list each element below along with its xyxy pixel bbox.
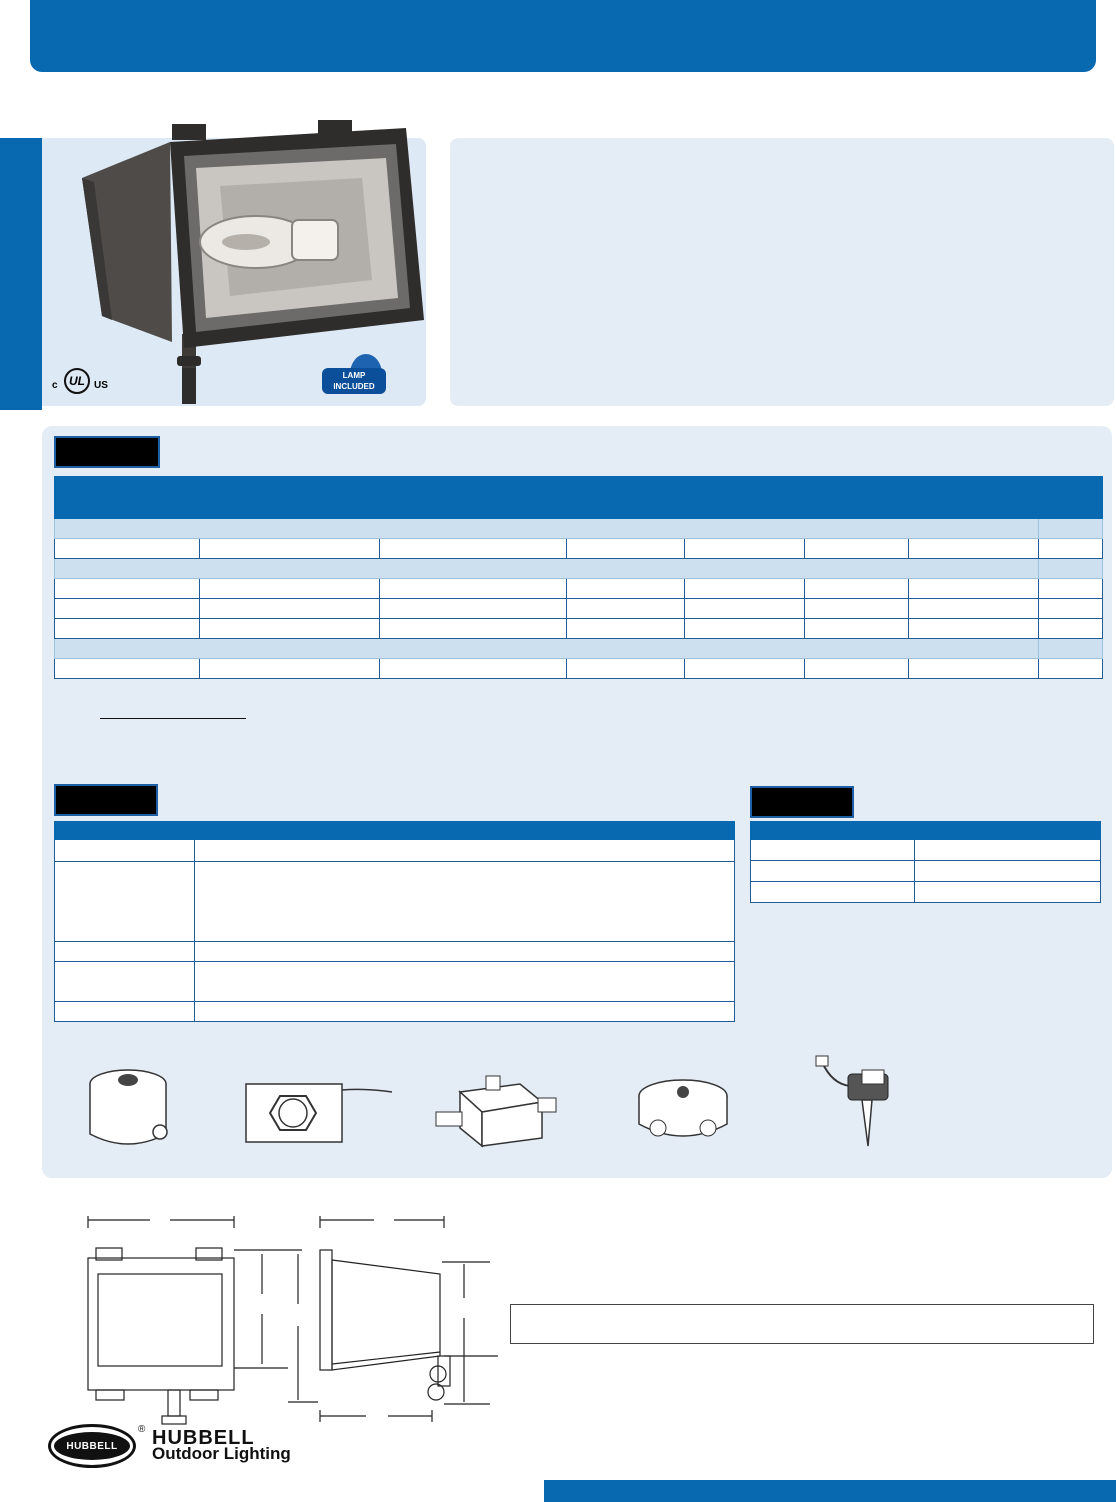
table-row [55, 579, 1103, 599]
col-header [1039, 477, 1103, 519]
ul-circle: UL [64, 368, 90, 394]
table-row [751, 882, 1101, 903]
dimension-drawing [78, 1214, 498, 1426]
hubbell-logo [48, 1424, 136, 1468]
junction-box-icon [430, 1072, 560, 1152]
accessories-header-row [751, 822, 1101, 840]
side-tab [0, 138, 42, 410]
table-row [55, 599, 1103, 619]
table-row [751, 861, 1101, 882]
photocell-icon [84, 1060, 180, 1156]
stake-mount-icon [812, 1054, 902, 1150]
ul-mark-left: c [52, 380, 58, 391]
table-row [55, 942, 735, 962]
options-table [54, 821, 735, 1022]
ul-listed-mark [52, 366, 116, 400]
ordering-section-tag [54, 436, 160, 468]
table-row [55, 619, 1103, 639]
badge-text [322, 368, 386, 394]
group-row [55, 639, 1103, 659]
group-row [55, 519, 1103, 539]
col-header [380, 477, 567, 519]
footer-bar [544, 1480, 1116, 1502]
table-row [55, 962, 735, 1002]
col-header [805, 477, 909, 519]
registered-mark: ® [138, 1424, 146, 1435]
col-header [200, 477, 380, 519]
logo-oval-text: HUBBELL [54, 1432, 130, 1460]
table-row [55, 862, 735, 942]
options-section-tag [54, 784, 158, 816]
ordering-header-row [55, 477, 1103, 519]
col-header [55, 477, 200, 519]
options-header-row [55, 822, 735, 840]
group-row [55, 559, 1103, 579]
footnote-underline [100, 718, 246, 719]
wall-plate-icon [244, 1080, 394, 1144]
ul-mark-right: US [94, 380, 108, 391]
table-row [55, 539, 1103, 559]
table-row [55, 840, 735, 862]
col-header [909, 477, 1039, 519]
brand-division: Outdoor Lighting [152, 1444, 291, 1463]
ordering-table [54, 476, 1103, 679]
badge-line-2: INCLUDED [333, 382, 375, 391]
col-header [567, 477, 685, 519]
brand-name: HUBBELL [152, 1427, 255, 1449]
accessories-section-tag [750, 786, 854, 818]
description-panel [450, 138, 1114, 406]
badge-line-1: LAMP [342, 371, 366, 380]
header-bar [30, 0, 1096, 72]
table-row [751, 840, 1101, 861]
col-header [685, 477, 805, 519]
lamp-included-badge [322, 354, 394, 400]
table-row [55, 1002, 735, 1022]
round-box-icon [628, 1072, 738, 1152]
table-row [55, 659, 1103, 679]
accessories-table [750, 821, 1101, 903]
product-image-panel [42, 138, 426, 406]
note-box [510, 1304, 1094, 1344]
